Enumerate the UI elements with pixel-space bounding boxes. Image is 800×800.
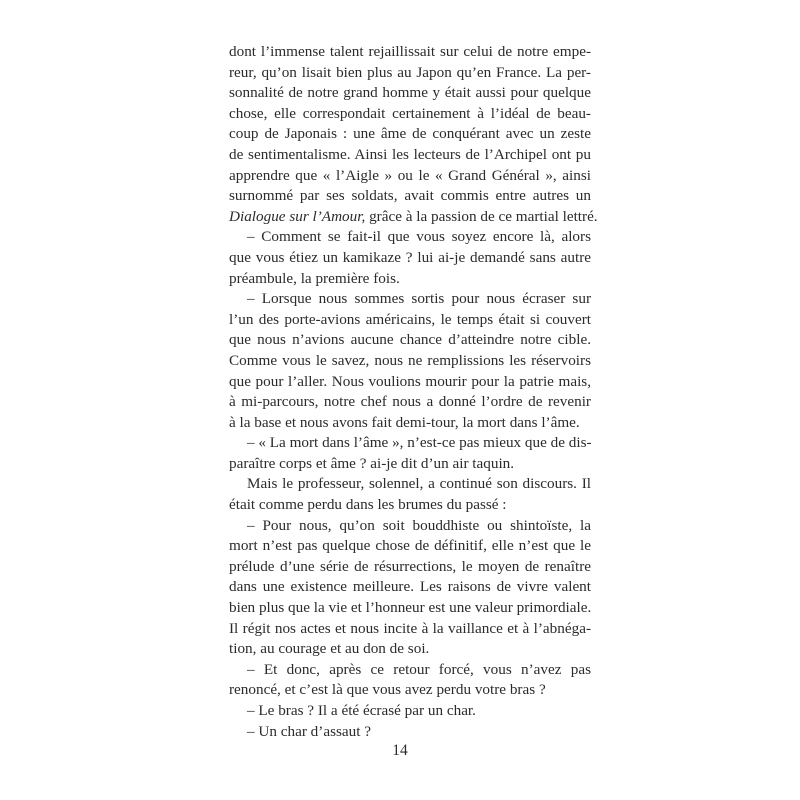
- italic-book-title: Dialogue sur l’Amour,: [229, 207, 366, 225]
- text-line: sonnalité de notre grand homme y était aussi pour quelque: [229, 84, 591, 102]
- text-line: tion, au courage et au don de soi.: [229, 640, 430, 658]
- dialogue-line: – Comment se fait-il que vous soyez encore là, alors: [247, 228, 591, 246]
- dialogue-line: – Lorsque nous sommes sortis pour nous écraser sur: [247, 290, 591, 308]
- text-line: que pour l’aller. Nous voulions mourir pour la patrie mais,: [229, 372, 591, 390]
- text-line: dans une existence meilleure. Les raisons de vivre valent: [229, 578, 591, 596]
- text-line: Comme vous le savez, nous ne remplissions les réservoirs: [229, 351, 591, 369]
- text-line: à la base et nous avons fait demi-tour, la mort dans l’âme.: [229, 413, 580, 431]
- text-line: l’un des porte-avions américains, le temps était si couvert: [229, 310, 591, 328]
- text-line: de sentimentalisme. Ainsi les lecteurs de l’Archipel ont pu: [229, 145, 591, 163]
- text-line: était comme perdu dans les brumes du passé :: [229, 496, 507, 514]
- text-line: surnommé par ses soldats, avait commis entre autres un: [229, 187, 591, 205]
- body-text: [229, 42, 598, 742]
- text-line-remainder: grâce à la passion de ce martial lettré.: [365, 207, 598, 225]
- text-line: préambule, la première fois.: [229, 269, 400, 287]
- text-line: dont l’immense talent rejaillissait sur celui de notre empe-: [229, 43, 591, 60]
- dialogue-line: – « La mort dans l’âme », n’est-ce pas mieux que de dis-: [247, 434, 592, 452]
- dialogue-line: – Pour nous, qu’on soit bouddhiste ou shintoïste, la: [247, 516, 591, 534]
- text-line: coup de Japonais : une âme de conquérant avec un zeste: [229, 125, 591, 143]
- text-line-with-italic-title: [229, 207, 598, 228]
- text-line: à mi-parcours, notre chef nous a donné l’ordre de revenir: [229, 393, 591, 411]
- page-number: 14: [392, 742, 408, 759]
- paragraph-start-line: Mais le professeur, solennel, a continué son discours. Il: [247, 475, 591, 493]
- text-line: reur, qu’on lisait bien plus au Japon qu’en France. La per-: [229, 63, 591, 81]
- text-line: bien plus que la vie et l’honneur est une valeur primordiale.: [229, 599, 592, 617]
- dialogue-line: – Le bras ? Il a été écrasé par un char.: [247, 702, 476, 719]
- text-line: Il régit nos actes et nous incite à la vaillance et à l’abnéga-: [229, 619, 591, 637]
- text-line: paraître corps et âme ? ai-je dit d’un air taquin.: [229, 454, 515, 472]
- text-line: chose, elle correspondait certainement à l’idéal de beau-: [229, 104, 591, 122]
- text-line: apprendre que « l’Aigle » ou le « Grand Général », ainsi: [229, 166, 591, 184]
- text-line: renoncé, et c’est là que vous avez perdu votre bras ?: [229, 681, 546, 699]
- text-line: mort n’est pas quelque chose de définitif, elle n’est que le: [229, 537, 591, 555]
- text-line: prélude d’une série de résurrections, le moyen de renaître: [229, 557, 591, 575]
- text-line: que nous n’avions aucune chance d’atteindre notre cible.: [229, 331, 591, 349]
- dialogue-line: – Et donc, après ce retour forcé, vous n’avez pas: [247, 660, 591, 678]
- text-line: que vous étiez un kamikaze ? lui ai-je demandé sans autre: [229, 248, 591, 266]
- dialogue-line: – Un char d’assaut ?: [247, 722, 371, 740]
